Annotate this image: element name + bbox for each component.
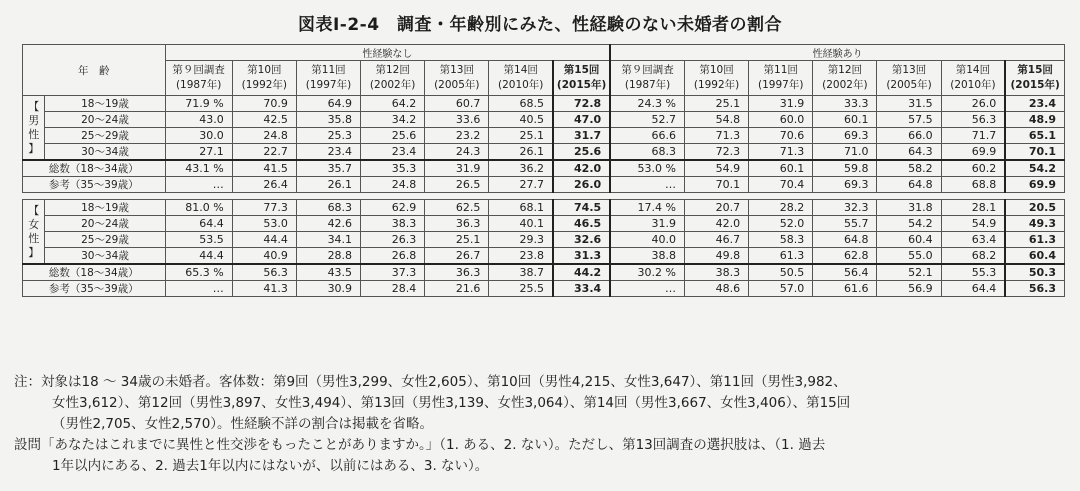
table-row <box>23 216 1065 232</box>
value-cell: 26.0 <box>941 96 1005 112</box>
value-cell: 31.3 <box>553 248 610 265</box>
value-cell: 25.3 <box>296 128 360 144</box>
survey-name: 第14回 <box>955 64 991 76</box>
value-cell: … <box>610 177 684 193</box>
value-cell: 49.3 <box>1005 216 1064 232</box>
value-cell: 60.4 <box>1005 248 1064 265</box>
value-cell: 66.6 <box>610 128 684 144</box>
male-section <box>23 96 1065 193</box>
value-cell: 64.3 <box>877 144 941 161</box>
value-cell: 50.5 <box>749 264 813 281</box>
survey-header-yes-1 <box>610 61 684 96</box>
value-cell: 70.6 <box>749 128 813 144</box>
value-cell: 31.9 <box>425 160 489 177</box>
value-cell: 31.9 <box>610 216 684 232</box>
age-label: 総数（18〜34歳） <box>23 264 166 281</box>
value-cell: 65.3 % <box>165 264 232 281</box>
value-cell: 70.1 <box>684 177 748 193</box>
survey-year: (1992年) <box>241 79 288 91</box>
table-row <box>23 232 1065 248</box>
survey-header-none-5 <box>425 61 489 96</box>
value-cell: 72.3 <box>684 144 748 161</box>
survey-year: (2005年) <box>886 79 932 91</box>
value-cell: 33.6 <box>425 112 489 128</box>
value-cell: 54.2 <box>877 216 941 232</box>
value-cell: 25.5 <box>489 281 553 297</box>
side-label-char: 】 <box>28 245 40 259</box>
survey-header-none-7 <box>553 61 610 96</box>
value-cell: 36.3 <box>425 264 489 281</box>
table-row <box>23 281 1065 297</box>
value-cell: 32.6 <box>553 232 610 248</box>
table-row <box>23 144 1065 161</box>
value-cell: 57.5 <box>877 112 941 128</box>
side-label-char: 【 <box>28 203 40 217</box>
survey-year: (1997年) <box>758 79 804 91</box>
survey-header-none-3 <box>296 61 360 96</box>
survey-name: 第14回 <box>503 64 538 76</box>
value-cell: 23.4 <box>296 144 360 161</box>
survey-name: 第12回 <box>827 64 863 76</box>
value-cell: 41.3 <box>232 281 296 297</box>
data-table <box>22 44 1065 297</box>
value-cell: 26.3 <box>361 232 425 248</box>
value-cell: 64.4 <box>941 281 1005 297</box>
value-cell: 47.0 <box>553 112 610 128</box>
value-cell: 48.9 <box>1005 112 1064 128</box>
value-cell: 68.2 <box>941 248 1005 265</box>
value-cell: 34.2 <box>361 112 425 128</box>
table-row <box>23 128 1065 144</box>
value-cell: 81.0 % <box>165 200 232 216</box>
value-cell: 25.6 <box>553 144 610 161</box>
age-label: 20〜24歳 <box>45 112 165 128</box>
value-cell: 56.3 <box>941 112 1005 128</box>
value-cell: 57.0 <box>749 281 813 297</box>
value-cell: 60.2 <box>941 160 1005 177</box>
value-cell: 63.4 <box>941 232 1005 248</box>
value-cell: 71.3 <box>684 128 748 144</box>
value-cell: 64.2 <box>361 96 425 112</box>
survey-name: 第13回 <box>891 64 927 76</box>
survey-header-none-2 <box>232 61 296 96</box>
survey-name: 第11回 <box>311 64 346 76</box>
survey-header-yes-6 <box>941 61 1005 96</box>
page-title: 図表Ⅰ-2-4 調査・年齢別にみた、性経験のない未婚者の割合 <box>297 15 783 35</box>
data-table-container <box>22 44 1065 297</box>
male-label <box>23 96 45 161</box>
survey-year: (2015年) <box>1010 79 1060 91</box>
survey-name: 第10回 <box>699 64 734 76</box>
value-cell: 37.3 <box>361 264 425 281</box>
value-cell: 28.8 <box>296 248 360 265</box>
age-header: 年 齢 <box>23 45 166 96</box>
value-cell: 77.3 <box>232 200 296 216</box>
value-cell: 42.6 <box>296 216 360 232</box>
value-cell: 44.4 <box>165 248 232 265</box>
value-cell: 69.9 <box>941 144 1005 161</box>
value-cell: 40.9 <box>232 248 296 265</box>
value-cell: 35.8 <box>296 112 360 128</box>
value-cell: 49.8 <box>684 248 748 265</box>
value-cell: 31.7 <box>553 128 610 144</box>
note-line: 1年以内にある、2. 過去1年以内にはないが、以前にはある、3. ない）。 <box>52 458 489 474</box>
table-row <box>23 248 1065 265</box>
value-cell: 28.2 <box>749 200 813 216</box>
value-cell: 28.1 <box>941 200 1005 216</box>
value-cell: 54.9 <box>684 160 748 177</box>
survey-year: (2002年) <box>822 79 868 91</box>
value-cell: 61.3 <box>1005 232 1064 248</box>
value-cell: 29.3 <box>489 232 553 248</box>
value-cell: 36.2 <box>489 160 553 177</box>
side-label-char: 【 <box>28 99 40 113</box>
survey-header-yes-3 <box>749 61 813 96</box>
value-cell: 56.9 <box>877 281 941 297</box>
age-label: 参考（35〜39歳） <box>23 177 166 193</box>
value-cell: 60.0 <box>749 112 813 128</box>
table-row <box>23 160 1065 177</box>
value-cell: 72.8 <box>553 96 610 112</box>
value-cell: 70.1 <box>1005 144 1064 161</box>
value-cell: 25.1 <box>489 128 553 144</box>
note-line: 女性3,612）、第12回（男性3,897、女性3,494）、第13回（男性3,139、女性3,064）、第14回（男性3,667、女性3,406）、第15回 <box>52 395 851 411</box>
value-cell: 52.1 <box>877 264 941 281</box>
survey-year: (1997年) <box>305 79 352 91</box>
side-label-char: 性 <box>28 127 40 141</box>
value-cell: 46.5 <box>553 216 610 232</box>
value-cell: 23.8 <box>489 248 553 265</box>
value-cell: 65.1 <box>1005 128 1064 144</box>
age-label: 18〜19歳 <box>45 200 165 216</box>
value-cell: … <box>610 281 684 297</box>
survey-name: 第９回調査 <box>621 64 674 76</box>
value-cell: 26.4 <box>232 177 296 193</box>
value-cell: 30.2 % <box>610 264 684 281</box>
value-cell: 26.0 <box>553 177 610 193</box>
survey-header-none-4 <box>361 61 425 96</box>
value-cell: 70.9 <box>232 96 296 112</box>
value-cell: 55.7 <box>813 216 877 232</box>
survey-header-yes-2 <box>684 61 748 96</box>
value-cell: 24.8 <box>361 177 425 193</box>
value-cell: 26.5 <box>425 177 489 193</box>
value-cell: 20.5 <box>1005 200 1064 216</box>
value-cell: 56.4 <box>813 264 877 281</box>
value-cell: 69.3 <box>813 177 877 193</box>
survey-name: 第９回調査 <box>172 64 225 76</box>
side-label-char: 性 <box>28 231 40 245</box>
value-cell: 53.5 <box>165 232 232 248</box>
value-cell: 68.8 <box>941 177 1005 193</box>
age-label: 30〜34歳 <box>45 248 165 265</box>
value-cell: 24.3 % <box>610 96 684 112</box>
survey-year: (1992年) <box>693 79 740 91</box>
table-row <box>23 177 1065 193</box>
age-label: 20〜24歳 <box>45 216 165 232</box>
female-label <box>23 200 45 265</box>
value-cell: 60.4 <box>877 232 941 248</box>
value-cell: 38.3 <box>684 264 748 281</box>
value-cell: 40.5 <box>489 112 553 128</box>
value-cell: 48.6 <box>684 281 748 297</box>
survey-header-none-6 <box>489 61 553 96</box>
value-cell: 59.8 <box>813 160 877 177</box>
age-label: 25〜29歳 <box>45 232 165 248</box>
value-cell: 61.6 <box>813 281 877 297</box>
value-cell: 71.3 <box>749 144 813 161</box>
value-cell: 40.0 <box>610 232 684 248</box>
survey-year: (2010年) <box>497 79 544 91</box>
value-cell: 25.1 <box>425 232 489 248</box>
value-cell: 26.8 <box>361 248 425 265</box>
age-label: 総数（18〜34歳） <box>23 160 166 177</box>
value-cell: 70.4 <box>749 177 813 193</box>
value-cell: 60.7 <box>425 96 489 112</box>
value-cell: 33.3 <box>813 96 877 112</box>
value-cell: 31.9 <box>749 96 813 112</box>
value-cell: 30.0 <box>165 128 232 144</box>
value-cell: 23.2 <box>425 128 489 144</box>
value-cell: 31.5 <box>877 96 941 112</box>
value-cell: 43.1 % <box>165 160 232 177</box>
value-cell: 54.9 <box>941 216 1005 232</box>
table-row <box>23 112 1065 128</box>
value-cell: 55.3 <box>941 264 1005 281</box>
survey-name: 第15回 <box>563 64 600 76</box>
value-cell: 43.5 <box>296 264 360 281</box>
value-cell: 60.1 <box>813 112 877 128</box>
survey-header-yes-5 <box>877 61 941 96</box>
value-cell: 42.0 <box>684 216 748 232</box>
value-cell: 26.7 <box>425 248 489 265</box>
value-cell: 23.4 <box>1005 96 1064 112</box>
value-cell: 54.8 <box>684 112 748 128</box>
value-cell: 20.7 <box>684 200 748 216</box>
value-cell: 50.3 <box>1005 264 1064 281</box>
survey-year: (1987年) <box>624 79 671 91</box>
value-cell: 56.3 <box>1005 281 1064 297</box>
table-row <box>23 96 1065 112</box>
value-cell: 46.7 <box>684 232 748 248</box>
age-label: 18〜19歳 <box>45 96 165 112</box>
value-cell: 42.5 <box>232 112 296 128</box>
value-cell: 27.7 <box>489 177 553 193</box>
note-line: 注：対象は18 〜 34歳の未婚者。客体数：第9回（男性3,299、女性2,605）、第10回（男性4,215、女性3,647）、第11回（男性3,982、 <box>14 374 847 390</box>
value-cell: 24.8 <box>232 128 296 144</box>
value-cell: 68.3 <box>296 200 360 216</box>
survey-year: (2010年) <box>950 79 996 91</box>
value-cell: 68.1 <box>489 200 553 216</box>
value-cell: 41.5 <box>232 160 296 177</box>
group-header-none: 性経験なし <box>165 45 610 61</box>
value-cell: 69.3 <box>813 128 877 144</box>
age-label: 30〜34歳 <box>45 144 165 161</box>
survey-year: (2002年) <box>369 79 416 91</box>
value-cell: 31.8 <box>877 200 941 216</box>
value-cell: 38.7 <box>489 264 553 281</box>
side-label-char: 男 <box>28 113 40 127</box>
value-cell: 71.7 <box>941 128 1005 144</box>
value-cell: 62.8 <box>813 248 877 265</box>
value-cell: 53.0 <box>232 216 296 232</box>
value-cell: 71.9 % <box>165 96 232 112</box>
value-cell: 52.0 <box>749 216 813 232</box>
survey-header-yes-7 <box>1005 61 1064 96</box>
note-line: （男性2,705、女性2,570）。性経験不詳の割合は掲載を省略。 <box>52 416 434 432</box>
survey-year: (1987年) <box>175 79 222 91</box>
value-cell: 74.5 <box>553 200 610 216</box>
value-cell: 61.3 <box>749 248 813 265</box>
survey-header-row <box>23 61 1065 96</box>
value-cell: 32.3 <box>813 200 877 216</box>
value-cell: 43.0 <box>165 112 232 128</box>
notes <box>14 372 1074 477</box>
value-cell: 42.0 <box>553 160 610 177</box>
value-cell: 68.3 <box>610 144 684 161</box>
value-cell: 27.1 <box>165 144 232 161</box>
female-section <box>23 200 1065 297</box>
value-cell: 25.1 <box>684 96 748 112</box>
value-cell: 62.5 <box>425 200 489 216</box>
value-cell: 52.7 <box>610 112 684 128</box>
value-cell: 56.3 <box>232 264 296 281</box>
age-label: 25〜29歳 <box>45 128 165 144</box>
survey-name: 第13回 <box>439 64 474 76</box>
value-cell: 44.4 <box>232 232 296 248</box>
value-cell: 36.3 <box>425 216 489 232</box>
value-cell: 66.0 <box>877 128 941 144</box>
value-cell: 62.9 <box>361 200 425 216</box>
value-cell: 53.0 % <box>610 160 684 177</box>
value-cell: 26.1 <box>489 144 553 161</box>
value-cell: 38.8 <box>610 248 684 265</box>
value-cell: 23.4 <box>361 144 425 161</box>
value-cell: 30.9 <box>296 281 360 297</box>
value-cell: 69.9 <box>1005 177 1064 193</box>
value-cell: 38.3 <box>361 216 425 232</box>
note-line: 設問「あなたはこれまでに異性と性交渉をもったことがありますか。」（1. ある、2. ない）。ただし、第13回調査の選択肢は、（1. 過去 <box>14 437 826 453</box>
value-cell: 35.7 <box>296 160 360 177</box>
value-cell: 21.6 <box>425 281 489 297</box>
value-cell: 71.0 <box>813 144 877 161</box>
value-cell: 40.1 <box>489 216 553 232</box>
survey-year: (2005年) <box>434 79 480 91</box>
value-cell: 44.2 <box>553 264 610 281</box>
value-cell: 64.8 <box>877 177 941 193</box>
value-cell: … <box>165 281 232 297</box>
value-cell: 68.5 <box>489 96 553 112</box>
value-cell: 55.0 <box>877 248 941 265</box>
value-cell: 26.1 <box>296 177 360 193</box>
group-header-yes: 性経験あり <box>610 45 1064 61</box>
value-cell: 58.2 <box>877 160 941 177</box>
value-cell: 58.3 <box>749 232 813 248</box>
survey-year: (2015年) <box>556 79 607 91</box>
table-row <box>23 200 1065 216</box>
value-cell: 64.9 <box>296 96 360 112</box>
value-cell: 64.8 <box>813 232 877 248</box>
value-cell: 64.4 <box>165 216 232 232</box>
table-row <box>23 264 1065 281</box>
age-label: 参考（35〜39歳） <box>23 281 166 297</box>
value-cell: 22.7 <box>232 144 296 161</box>
value-cell: 28.4 <box>361 281 425 297</box>
survey-header-none-1 <box>165 61 232 96</box>
survey-name: 第15回 <box>1017 64 1053 76</box>
value-cell: 60.1 <box>749 160 813 177</box>
value-cell: 25.6 <box>361 128 425 144</box>
survey-name: 第12回 <box>375 64 410 76</box>
value-cell: 34.1 <box>296 232 360 248</box>
side-label-char: 女 <box>28 217 40 231</box>
survey-name: 第10回 <box>247 64 282 76</box>
value-cell: 33.4 <box>553 281 610 297</box>
value-cell: … <box>165 177 232 193</box>
value-cell: 35.3 <box>361 160 425 177</box>
side-label-char: 】 <box>28 141 40 155</box>
survey-name: 第11回 <box>763 64 798 76</box>
survey-header-yes-4 <box>813 61 877 96</box>
value-cell: 24.3 <box>425 144 489 161</box>
value-cell: 54.2 <box>1005 160 1064 177</box>
value-cell: 17.4 % <box>610 200 684 216</box>
